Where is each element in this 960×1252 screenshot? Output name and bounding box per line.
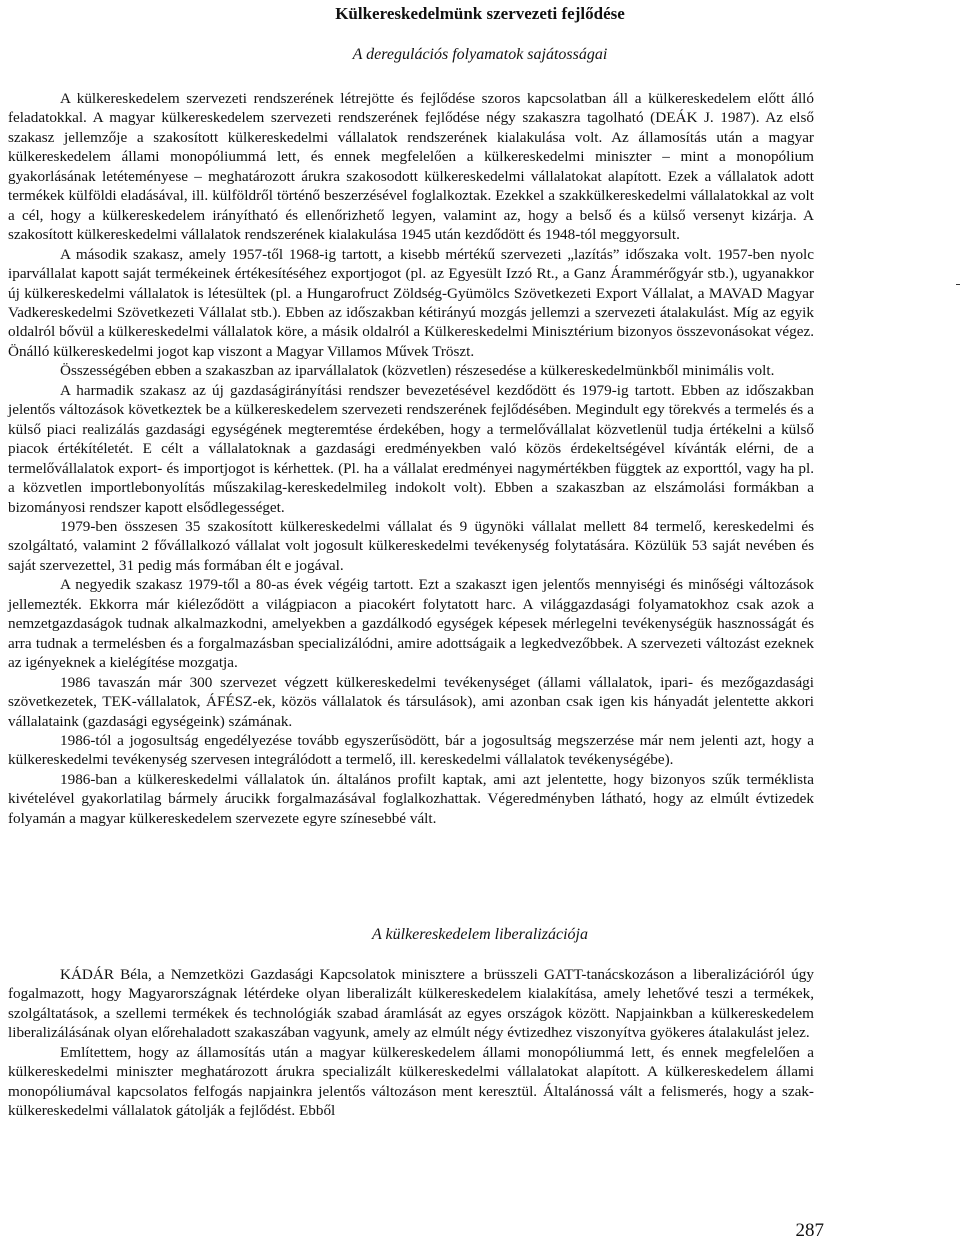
paragraph: A harmadik szakasz az új gazdaságirányítási rendszer bevezetésével kezdődött és 1979-ig tartott. Ebben az időszakban jelentős változások következtek be a külkereskedelem szervezeti rendszerének fejlődésében. Megindult egy törekvés a termelés és a külső piaci realizálás gazdasági egységének megteremtése érdekében, hogy a termelővállalat közvetlenül tudja értékelni a külső piacok értékítéletét. E célt a vállalatoknak a gazdasági eredményekben való közös érdekeltségével kívánták elérni, de a termelővállalatok export- és importjogot is kérhettek. (Pl. ha a vállalat eredményei nagymértékben függtek az exporttól, vagy ha pl. a közvetlen importlebonyolítás műszakilag-kereskedelmileg indokolt volt). Ebben a szakaszban az elszámolási formákban a bizományosi rendszer kapott elsődlegességet. (8, 381, 814, 516)
paragraph: 1986 tavaszán már 300 szervezet végzett külkereskedelmi tevékenységet (állami vállalatok, ipari- és mezőgazdasági szövetkezetek, TEK-vállalatok, ÁFÉSZ-ek, közös vállalatok és társulások), ami azonban csak igen kis hányadát jelentette akkori vállalataink (gazdasági egységeink) számának. (8, 673, 814, 730)
section-body-2 (8, 965, 814, 1121)
paragraph: A negyedik szakasz 1979-től a 80-as évek végéig tartott. Ezt a szakaszt igen jelentős mennyiségi és minőségi változások jellemezték. Ekkorra már kiéleződött a világpiacon a piacokért folytatott harc. A világgazdasági folyamatokhoz csak azok a nemzetgazdaságok tudnak alkalmazkodni, amelyekben a gazdálkodó egységek képesek mérlegelni tevékenységük hasznosságát és arra tudnak a termelésben és a forgalmazásban specializálódni, amire adottságaik a legkedvezőbbek. A szervezeti változást ezeknek az igényeknek a kielégítése mozgatja. (8, 576, 814, 672)
page-number: 287 (795, 1220, 824, 1241)
paragraph: KÁDÁR Béla, a Nemzetközi Gazdasági Kapcsolatok minisztere a brüsszeli GATT-tanácskozáson a liberalizációról úgy fogalmazott, hogy Magyarországnak létérdeke olyan liberalizált külkereskedelem kialakítása, amely lehetővé teszi a termékek, szolgáltatások, a szellemi termékek és technológiák szabad áramlását az egyes országok között. Napjainkban a külkereskedelem liberalizálásának olyan előrehaladott szakaszában vagyunk, amely az elmúlt négy évtizedhez viszonyítva gyökeres átalakulást jelez. (8, 966, 814, 1042)
paragraph: Említettem, hogy az államosítás után a magyar külkereskedelem állami monopóliummá lett, és ennek megfelelően a külkereskedelmi miniszter meghatározott árukra specializált külkereskedelmi vállalatokat alapított. A külkereskedelem állami monopóliumával kapcsolatos felfogás napjainkra jelentős változáson ment keresztül. Általánossá vált a felismerés, hogy a szak-külkereskedelmi vállalatok gátolják a fejlődést. Ebből (8, 1043, 814, 1120)
page-title: Külkereskedelmünk szervezeti fejlődése (335, 4, 625, 23)
section-body (8, 89, 814, 828)
paragraph: 1986-tól a jogosultság engedélyezése tovább egyszerűsödött, bár a jogosultság megszerzése már nem jelenti azt, hogy a külkereskedelmi tevékenység szervesen integrálódott a termelő, ill. kereskedelmi vállalatok tevékenységébe). (8, 731, 814, 769)
paragraph: 1986-ban a külkereskedelmi vállalatok ún. általános profilt kaptak, ami azt jelentette, hogy bizonyos szűk terméklista kivételével gyakorlatilag bármely árucikk forgalmazásával foglalkozhattak. Végeredményben látható, hogy az elmúlt évtizedek folyamán a magyar külkereskedelem szervezete egyre színesebbé vált. (8, 770, 814, 827)
paragraph: A második szakasz, amely 1957-től 1968-ig tartott, a kisebb mértékű szervezeti „lazítás” időszaka volt. 1957-ben nyolc iparvállalat kapott saját termékeinek értékesítéséhez exportjogot (pl. az Egyesült Izzó Rt., a Ganz Árammérőgyár stb.), ugyanakkor új külkereskedelmi vállalatok is létesültek (pl. a Hungarofruct Zöldség-Gyümölcs Szövetkezeti Export Vállalat, a MAVAD Magyar Vadkereskedelmi Szövetkezeti Vállalat stb.). Ebben az időszakban kétirányú mozgás jellemzi a szervezeti átalakulást. Míg az egyik oldalról bővül a külkereskedelmi vállalatok köre, a másik oldalról a Külkereskedelmi Minisztérium bizonyos összevonásokat végez. Önálló külkereskedelmi jogot kap viszont a Magyar Villamos Művek Tröszt. (8, 245, 814, 360)
paragraph: A külkereskedelem szervezeti rendszerének létrejötte és fejlődése szoros kapcsolatban áll a külkereskedelem előtt álló feladatokkal. A magyar külkereskedelem szervezeti rendszerének fejlődése négy szakaszra tagolható (DEÁK J. 1987). Az első szakasz jellemzője a szakosított külkereskedelmi vállalatok rendszerének kialakulása volt. Az államosítás után a magyar külkereskedelem állami monopóliummá lett, és ennek megfelelően a külkereskedelmi miniszter – mint a monopólium gyakorlásának letéteményese – meghatározott árukra szakosodott külkereskedelmi vállalatokat alapított. Ezek a vállalatok adott termékek külföldi eladásával, ill. külföldről történő beszerzésével foglalkoztak. Ezekkel a szakkülkereskedelmi vállalatokkal az volt a cél, hogy a külkereskedelem irányítható és ellenőrizhető legyen, valamint az, hogy a belső és a külső versenyt kizárja. A szakosított külkereskedelmi vállalatok rendszerének kialakulása 1945 után kezdődött és 1948-tól meggyorsult. (8, 90, 814, 244)
section-heading-2: A külkereskedelem liberalizációja (372, 926, 588, 943)
paragraph: Összességében ebben a szakaszban az iparvállalatok (közvetlen) részesedése a külkereskedelmünkből minimális volt. (60, 362, 775, 380)
paragraph: 1979-ben összesen 35 szakosított külkereskedelmi vállalat és 9 ügynöki vállalat mellett 84 termelő, kereskedelmi és szolgáltató, valamint 2 fővállalkozó vállalat volt jogosult külkereskedelmi tevékenység folytatására. Közülük 53 saját nevében és saját szervezettel, 31 pedig más formában élt e jogával. (8, 517, 814, 574)
section-heading: A deregulációs folyamatok sajátosságai (352, 46, 608, 63)
margin-mark (956, 284, 960, 285)
